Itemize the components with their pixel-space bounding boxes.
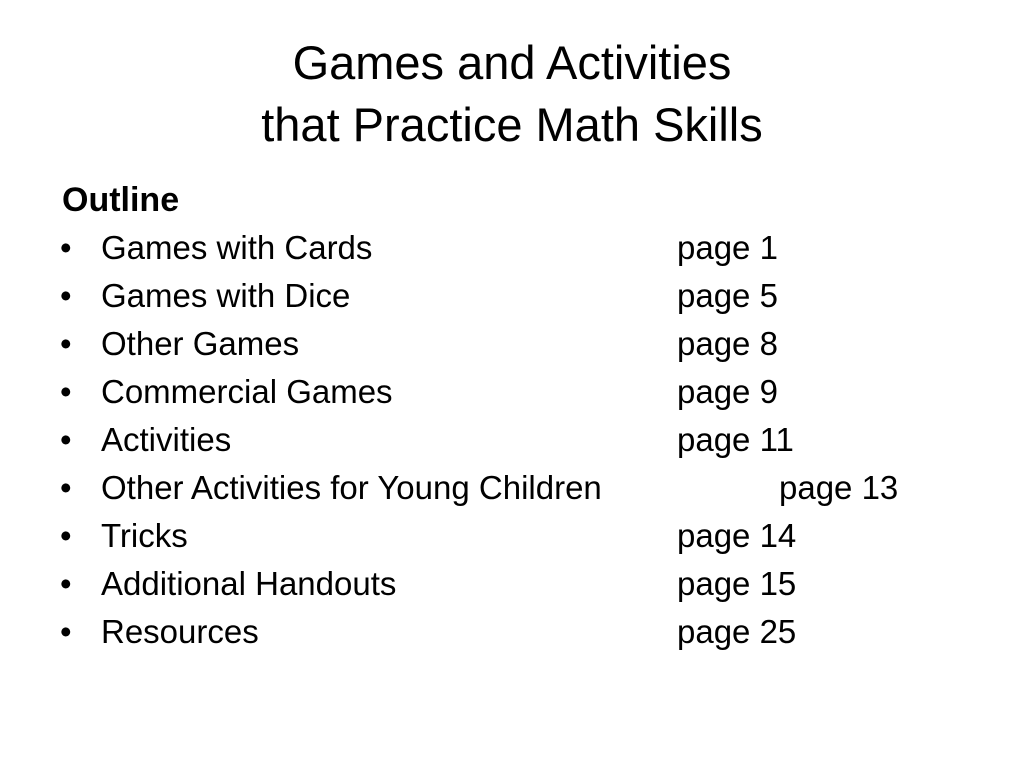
title-line-1: Games and Activities	[292, 36, 732, 89]
outline-item-label: Commercial Games	[101, 373, 393, 410]
outline-item	[0, 610, 1024, 658]
outline-item	[0, 322, 1024, 370]
outline-item	[0, 562, 1024, 610]
bullet-icon: •	[60, 517, 72, 554]
outline-item-label: Activities	[101, 421, 232, 458]
outline-item	[0, 370, 1024, 418]
outline-item	[0, 466, 1024, 514]
outline-item-page: page 11	[677, 421, 794, 458]
outline-item	[0, 418, 1024, 466]
outline-item	[0, 226, 1024, 274]
outline-item	[0, 274, 1024, 322]
bullet-icon: •	[60, 565, 72, 602]
bullet-icon: •	[60, 373, 72, 410]
outline-item-label: Resources	[101, 613, 259, 650]
outline-item-label: Additional Handouts	[101, 565, 397, 602]
bullet-icon: •	[60, 229, 72, 266]
outline-item-page: page 15	[677, 565, 797, 602]
outline-item-page: page 13	[779, 469, 899, 506]
outline-item-label: Games with Dice	[101, 277, 351, 314]
bullet-icon: •	[60, 325, 72, 362]
outline-item-label: Tricks	[101, 517, 188, 554]
outline-item-label: Other Games	[101, 325, 300, 362]
outline-item-page: page 8	[677, 325, 778, 362]
outline-item-label: Games with Cards	[101, 229, 373, 266]
outline-item	[0, 514, 1024, 562]
bullet-icon: •	[60, 421, 72, 458]
bullet-icon: •	[60, 613, 72, 650]
outline-item-page: page 1	[677, 229, 778, 266]
outline-item-page: page 25	[677, 613, 797, 650]
outline-item-page: page 14	[677, 517, 797, 554]
outline-item-page: page 5	[677, 277, 778, 314]
bullet-icon: •	[60, 277, 72, 314]
outline-item-label: Other Activities for Young Children	[101, 469, 602, 506]
outline-list	[0, 226, 1024, 658]
slide-title	[0, 32, 1024, 156]
outline-heading: Outline	[62, 181, 180, 219]
outline-item-page: page 9	[677, 373, 778, 410]
title-line-2: that Practice Math Skills	[261, 98, 763, 151]
bullet-icon: •	[60, 469, 72, 506]
